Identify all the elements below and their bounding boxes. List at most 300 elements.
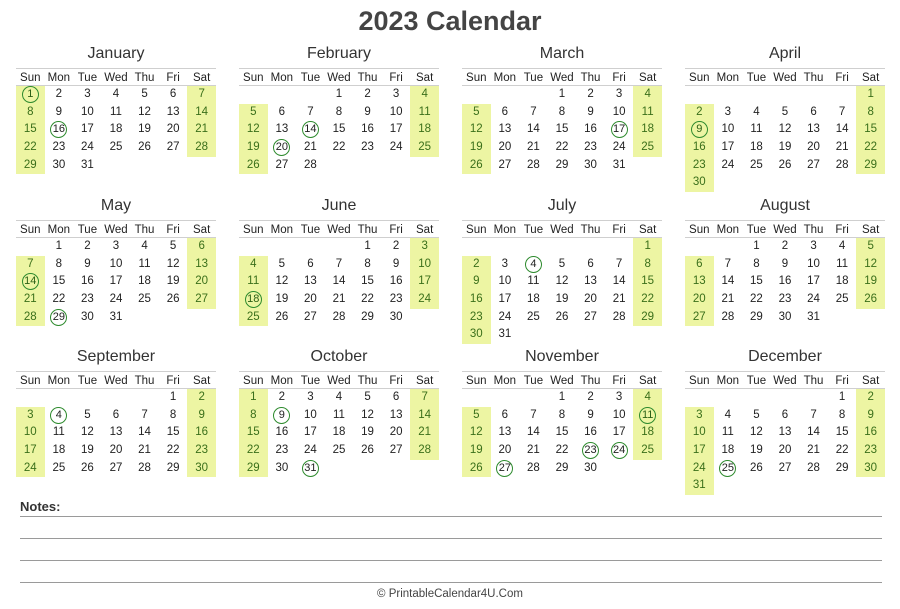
- day-number: 14: [721, 275, 735, 288]
- day-cell: [828, 121, 857, 139]
- day-number: 2: [55, 88, 63, 100]
- day-cell: [633, 389, 662, 407]
- day-cell: [771, 442, 800, 460]
- weekday-header: Fri: [382, 220, 411, 238]
- weekday-header: Wed: [771, 220, 800, 238]
- empty-day: [462, 238, 491, 256]
- day-number: 11: [836, 257, 849, 270]
- holiday-day-cell: [714, 460, 743, 478]
- day-number: 16: [584, 426, 597, 439]
- day-cell: [325, 389, 354, 407]
- day-cell: [410, 389, 439, 407]
- day-number: 24: [418, 293, 432, 306]
- weekday-header: Wed: [548, 220, 577, 238]
- day-number: 30: [584, 461, 597, 474]
- day-cell: [382, 238, 411, 256]
- day-cell: [548, 273, 577, 291]
- day-number: 27: [275, 158, 289, 171]
- day-number: 9: [691, 121, 708, 138]
- day-number: 27: [304, 310, 317, 323]
- day-number: 28: [138, 461, 151, 474]
- day-cell: [410, 291, 439, 309]
- day-number: 29: [641, 310, 655, 323]
- day-cell: [771, 424, 800, 442]
- day-number: 17: [721, 141, 735, 154]
- holiday-day-cell: [16, 86, 45, 104]
- day-cell: [45, 256, 74, 274]
- day-number: 18: [418, 123, 432, 136]
- day-cell: [828, 389, 857, 407]
- day-number: 3: [307, 391, 314, 403]
- empty-day: [799, 86, 828, 104]
- weekday-header: Tue: [519, 371, 548, 389]
- day-number: 13: [304, 275, 317, 288]
- day-cell: [325, 139, 354, 157]
- day-number: 17: [807, 275, 820, 288]
- day-number: 9: [364, 105, 371, 118]
- day-number: 2: [867, 391, 874, 403]
- day-number: 12: [469, 123, 483, 136]
- day-cell: [548, 121, 577, 139]
- day-number: 24: [304, 444, 317, 457]
- day-cell: [382, 389, 411, 407]
- day-number: 2: [473, 257, 480, 270]
- day-cell: [325, 121, 354, 139]
- day-cell: [102, 104, 131, 122]
- day-number: 18: [332, 426, 346, 439]
- day-cell: [102, 291, 131, 309]
- weekday-header: Fri: [382, 68, 411, 86]
- day-number: 18: [527, 293, 540, 306]
- day-number: 7: [530, 408, 537, 421]
- weekday-header: Sun: [16, 371, 45, 389]
- day-cell: [45, 442, 74, 460]
- day-number: 11: [721, 426, 734, 439]
- day-cell: [742, 460, 771, 478]
- day-number: 11: [527, 275, 540, 288]
- day-number: 2: [392, 240, 400, 252]
- day-cell: [605, 139, 634, 157]
- day-number: 9: [781, 257, 789, 270]
- day-number: 2: [84, 240, 91, 252]
- day-cell: [73, 86, 102, 104]
- day-number: 22: [555, 141, 569, 154]
- note-line: [20, 560, 882, 561]
- day-cell: [382, 309, 411, 327]
- month-june: [239, 196, 439, 326]
- day-number: 2: [587, 88, 594, 100]
- empty-day: [519, 238, 548, 256]
- day-cell: [16, 460, 45, 478]
- weekday-header: Mon: [491, 371, 520, 389]
- day-number: 13: [166, 105, 180, 118]
- day-cell: [685, 442, 714, 460]
- day-number: 23: [361, 141, 374, 154]
- day-cell: [45, 86, 74, 104]
- day-number: 1: [22, 86, 39, 103]
- day-number: 28: [332, 310, 346, 323]
- day-number: 20: [498, 444, 512, 457]
- day-cell: [16, 157, 45, 175]
- day-cell: [187, 86, 216, 104]
- month-october: [239, 347, 439, 477]
- day-cell: [799, 139, 828, 157]
- day-cell: [325, 291, 354, 309]
- weekday-header: Thu: [353, 220, 382, 238]
- day-cell: [491, 104, 520, 122]
- day-number: 19: [275, 293, 289, 306]
- day-number: 12: [81, 426, 94, 439]
- weekday-header: Fri: [382, 371, 411, 389]
- day-cell: [325, 407, 354, 425]
- day-number: 30: [389, 310, 403, 323]
- day-cell: [714, 442, 743, 460]
- day-number: 30: [195, 461, 209, 474]
- day-cell: [16, 256, 45, 274]
- day-number: 20: [273, 139, 290, 156]
- weekday-header: Sun: [16, 68, 45, 86]
- day-cell: [159, 273, 188, 291]
- day-cell: [73, 309, 102, 327]
- day-cell: [548, 291, 577, 309]
- day-cell: [382, 291, 411, 309]
- day-cell: [548, 157, 577, 175]
- day-cell: [187, 460, 216, 478]
- month-grid: [685, 371, 885, 495]
- day-number: 4: [644, 391, 651, 403]
- holiday-day-cell: [296, 121, 325, 139]
- day-number: 15: [641, 275, 655, 288]
- day-number: 23: [81, 293, 94, 306]
- day-number: 23: [389, 293, 403, 306]
- day-number: 3: [615, 88, 623, 100]
- day-cell: [353, 86, 382, 104]
- day-cell: [714, 256, 743, 274]
- day-number: 7: [307, 105, 314, 118]
- day-cell: [187, 291, 216, 309]
- day-number: 5: [364, 391, 371, 403]
- day-number: 3: [696, 408, 703, 421]
- day-number: 17: [389, 123, 403, 136]
- day-cell: [73, 104, 102, 122]
- day-number: 29: [246, 461, 260, 474]
- day-cell: [856, 442, 885, 460]
- day-cell: [685, 157, 714, 175]
- weekday-header: Sat: [187, 68, 216, 86]
- weekday-header: Tue: [73, 371, 102, 389]
- day-number: 30: [864, 461, 878, 474]
- day-number: 19: [750, 444, 763, 457]
- day-number: 25: [109, 141, 123, 154]
- day-number: 27: [498, 158, 512, 171]
- weekday-header: Mon: [714, 371, 743, 389]
- day-number: 26: [778, 158, 792, 171]
- day-cell: [130, 256, 159, 274]
- day-cell: [605, 157, 634, 175]
- day-number: 15: [246, 426, 260, 439]
- day-number: 6: [169, 88, 177, 100]
- month-september: [16, 347, 216, 477]
- day-cell: [239, 273, 268, 291]
- day-number: 12: [361, 408, 374, 421]
- day-cell: [159, 460, 188, 478]
- day-cell: [548, 86, 577, 104]
- day-number: 23: [195, 444, 209, 457]
- day-cell: [856, 157, 885, 175]
- weekday-header: Tue: [73, 68, 102, 86]
- day-number: 3: [615, 391, 623, 403]
- day-cell: [828, 424, 857, 442]
- day-number: 15: [835, 426, 849, 439]
- weekday-header: Sat: [856, 68, 885, 86]
- day-number: 29: [555, 461, 569, 474]
- day-number: 4: [838, 240, 846, 252]
- day-cell: [633, 104, 662, 122]
- day-number: 10: [612, 105, 626, 118]
- day-cell: [742, 238, 771, 256]
- day-cell: [73, 424, 102, 442]
- day-cell: [685, 407, 714, 425]
- empty-day: [491, 389, 520, 407]
- month-august: [685, 196, 885, 326]
- empty-day: [714, 389, 743, 407]
- day-number: 16: [864, 426, 878, 439]
- day-number: 31: [498, 328, 512, 341]
- day-cell: [187, 273, 216, 291]
- day-number: 3: [421, 240, 428, 252]
- day-cell: [296, 256, 325, 274]
- weekday-header: Thu: [576, 220, 605, 238]
- day-cell: [382, 424, 411, 442]
- day-cell: [799, 424, 828, 442]
- empty-day: [462, 389, 491, 407]
- day-cell: [325, 86, 354, 104]
- day-number: 21: [807, 444, 820, 457]
- day-number: 10: [692, 426, 706, 439]
- day-number: 16: [389, 275, 403, 288]
- day-cell: [353, 389, 382, 407]
- day-cell: [296, 104, 325, 122]
- day-cell: [296, 407, 325, 425]
- empty-day: [714, 86, 743, 104]
- day-cell: [296, 442, 325, 460]
- day-cell: [187, 104, 216, 122]
- day-cell: [325, 256, 354, 274]
- day-number: 21: [332, 293, 346, 306]
- empty-day: [130, 389, 159, 407]
- day-number: 10: [612, 408, 626, 421]
- day-cell: [325, 273, 354, 291]
- weekday-header: Fri: [605, 220, 634, 238]
- day-number: 29: [166, 461, 180, 474]
- day-cell: [130, 442, 159, 460]
- day-cell: [73, 291, 102, 309]
- day-number: 19: [138, 123, 151, 136]
- day-cell: [714, 424, 743, 442]
- day-cell: [268, 104, 297, 122]
- day-cell: [576, 121, 605, 139]
- weekday-header: Mon: [491, 68, 520, 86]
- weekday-header: Sun: [16, 220, 45, 238]
- day-number: 18: [52, 444, 66, 457]
- day-cell: [187, 256, 216, 274]
- month-name: September: [76, 348, 156, 365]
- day-cell: [714, 291, 743, 309]
- day-cell: [382, 407, 411, 425]
- day-number: 15: [361, 275, 374, 288]
- day-number: 24: [612, 141, 626, 154]
- day-cell: [353, 238, 382, 256]
- month-july: [462, 196, 662, 344]
- day-cell: [519, 273, 548, 291]
- day-number: 28: [304, 158, 317, 171]
- weekday-header: Sun: [685, 220, 714, 238]
- day-cell: [159, 121, 188, 139]
- empty-day: [828, 86, 857, 104]
- day-number: 11: [138, 257, 151, 270]
- day-number: 9: [392, 257, 400, 270]
- day-cell: [159, 442, 188, 460]
- day-number: 11: [418, 105, 431, 118]
- day-cell: [605, 407, 634, 425]
- day-number: 7: [141, 408, 148, 421]
- day-cell: [491, 273, 520, 291]
- day-cell: [353, 442, 382, 460]
- day-cell: [130, 273, 159, 291]
- day-cell: [576, 291, 605, 309]
- day-number: 25: [138, 293, 151, 306]
- month-grid: [239, 371, 439, 477]
- weekday-header: Tue: [519, 68, 548, 86]
- day-cell: [856, 407, 885, 425]
- day-cell: [462, 273, 491, 291]
- day-number: 15: [555, 123, 569, 136]
- weekday-header: Thu: [576, 68, 605, 86]
- weekday-header: Wed: [325, 220, 354, 238]
- day-number: 9: [84, 257, 91, 270]
- day-number: 24: [109, 293, 123, 306]
- day-number: 24: [81, 141, 94, 154]
- weekday-header: Sat: [633, 371, 662, 389]
- empty-day: [268, 86, 297, 104]
- day-number: 22: [332, 141, 346, 154]
- day-cell: [685, 424, 714, 442]
- weekday-header: Mon: [714, 220, 743, 238]
- day-number: 11: [641, 105, 654, 118]
- day-cell: [771, 407, 800, 425]
- day-number: 19: [864, 275, 878, 288]
- day-cell: [159, 238, 188, 256]
- day-cell: [353, 291, 382, 309]
- day-number: 6: [112, 408, 120, 421]
- day-cell: [382, 139, 411, 157]
- weekday-header: Mon: [45, 371, 74, 389]
- day-cell: [685, 273, 714, 291]
- day-number: 16: [469, 293, 483, 306]
- weekday-header: Mon: [268, 220, 297, 238]
- day-number: 3: [810, 240, 817, 252]
- day-cell: [353, 309, 382, 327]
- day-cell: [548, 256, 577, 274]
- day-cell: [576, 86, 605, 104]
- day-cell: [771, 460, 800, 478]
- weekday-header: Sat: [856, 371, 885, 389]
- day-number: 12: [138, 105, 151, 118]
- day-number: 8: [558, 105, 566, 118]
- day-number: 10: [23, 426, 37, 439]
- empty-day: [742, 86, 771, 104]
- day-cell: [742, 139, 771, 157]
- day-cell: [605, 424, 634, 442]
- day-number: 16: [275, 426, 289, 439]
- holiday-day-cell: [45, 309, 74, 327]
- note-line: [20, 516, 882, 517]
- day-number: 21: [612, 293, 626, 306]
- day-number: 13: [195, 257, 209, 270]
- day-number: 5: [278, 257, 286, 270]
- weekday-header: Fri: [605, 371, 634, 389]
- day-number: 23: [582, 442, 599, 459]
- day-number: 27: [778, 461, 792, 474]
- month-grid: [16, 68, 216, 174]
- day-number: 27: [692, 310, 706, 323]
- day-number: 20: [778, 444, 792, 457]
- day-number: 20: [584, 293, 597, 306]
- day-cell: [16, 121, 45, 139]
- day-number: 9: [587, 408, 594, 421]
- weekday-header: Tue: [73, 220, 102, 238]
- day-number: 22: [835, 444, 849, 457]
- day-cell: [742, 291, 771, 309]
- weekday-header: Thu: [799, 68, 828, 86]
- day-cell: [742, 121, 771, 139]
- day-number: 7: [530, 105, 537, 118]
- day-cell: [268, 291, 297, 309]
- day-cell: [856, 273, 885, 291]
- day-number: 27: [109, 461, 123, 474]
- empty-day: [714, 238, 743, 256]
- day-number: 5: [141, 88, 148, 100]
- day-cell: [102, 407, 131, 425]
- day-number: 18: [641, 426, 655, 439]
- day-number: 6: [198, 240, 205, 252]
- day-cell: [102, 121, 131, 139]
- day-cell: [159, 256, 188, 274]
- notes-label: Notes:: [20, 499, 61, 514]
- day-cell: [742, 407, 771, 425]
- weekday-header: Sun: [685, 68, 714, 86]
- day-number: 17: [612, 426, 626, 439]
- day-cell: [187, 121, 216, 139]
- day-number: 26: [750, 461, 763, 474]
- day-cell: [771, 139, 800, 157]
- weekday-header: Mon: [268, 371, 297, 389]
- day-number: 13: [692, 275, 706, 288]
- day-cell: [462, 424, 491, 442]
- day-cell: [187, 139, 216, 157]
- day-cell: [130, 424, 159, 442]
- day-number: 14: [835, 123, 849, 136]
- day-cell: [771, 291, 800, 309]
- day-number: 24: [692, 461, 706, 474]
- day-number: 16: [81, 275, 94, 288]
- day-cell: [268, 309, 297, 327]
- weekday-header: Mon: [45, 68, 74, 86]
- day-cell: [239, 104, 268, 122]
- day-number: 16: [50, 121, 67, 138]
- day-number: 3: [84, 88, 91, 100]
- day-number: 12: [166, 257, 180, 270]
